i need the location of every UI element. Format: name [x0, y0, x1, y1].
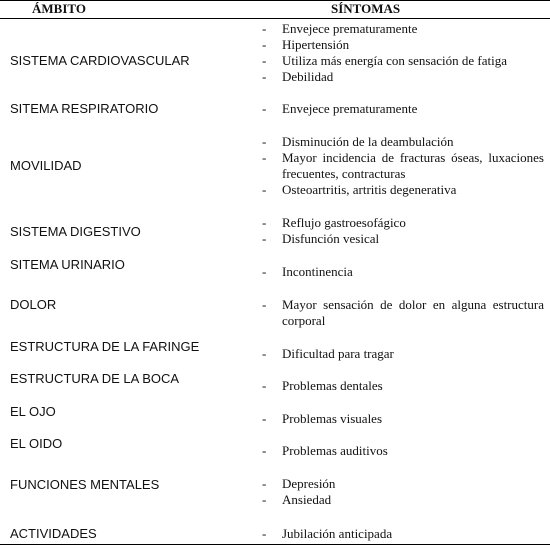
list-item — [262, 378, 544, 394]
bullet-dash: - — [262, 21, 267, 36]
row-ambito: EL OJO — [10, 404, 56, 419]
bullet-dash: - — [262, 37, 267, 52]
list-item — [262, 21, 544, 37]
bullet-dash: - — [262, 492, 267, 507]
symptom-text: Depresión — [282, 476, 336, 491]
list-item — [262, 443, 544, 459]
bullet-dash: - — [262, 378, 267, 393]
row-ambito: EL OIDO — [10, 436, 63, 451]
bullet-dash: - — [262, 476, 267, 491]
bullet-dash: - — [262, 134, 267, 149]
row-ambito: MOVILIDAD — [10, 158, 82, 173]
bullet-dash: - — [262, 297, 267, 312]
symptom-text: Utiliza más energía con sensación de fatiga — [282, 53, 508, 68]
row-sintomas — [262, 526, 544, 542]
row-sintomas — [262, 101, 544, 117]
bullet-dash: - — [262, 443, 267, 458]
symptom-text: Jubilación anticipada — [282, 526, 393, 541]
bullet-dash: - — [262, 215, 267, 230]
list-item — [262, 69, 544, 85]
row-ambito: ESTRUCTURA DE LA FARINGE — [10, 339, 200, 354]
list-item — [262, 134, 544, 150]
row-sintomas — [262, 411, 544, 427]
header-rule — [0, 18, 550, 19]
list-item — [262, 411, 544, 427]
bullet-dash: - — [262, 411, 267, 426]
list-item — [262, 526, 544, 542]
row-sintomas — [262, 297, 544, 329]
header-ambito: ÁMBITO — [32, 1, 86, 16]
row-sintomas — [262, 264, 544, 280]
row-sintomas — [262, 476, 544, 508]
bullet-dash: - — [262, 53, 267, 68]
bullet-dash: - — [262, 182, 267, 197]
list-item — [262, 297, 544, 329]
bullet-dash: - — [262, 526, 267, 541]
symptom-text: Mayor sensación de dolor en alguna estructura corporal — [282, 297, 544, 328]
symptom-text: Reflujo gastroesofágico — [282, 215, 406, 230]
row-ambito: ESTRUCTURA DE LA BOCA — [10, 371, 180, 386]
row-sintomas — [262, 443, 544, 459]
row-sintomas — [262, 134, 544, 198]
symptom-text: Incontinencia — [282, 264, 353, 279]
row-ambito: SISTEMA DIGESTIVO — [10, 224, 141, 239]
bottom-rule — [0, 544, 550, 545]
list-item — [262, 53, 544, 69]
list-item — [262, 215, 544, 231]
symptom-text: Envejece prematuramente — [282, 101, 418, 116]
symptom-text: Dificultad para tragar — [282, 346, 394, 361]
list-item — [262, 476, 544, 492]
bullet-dash: - — [262, 101, 267, 116]
row-ambito: ACTIVIDADES — [10, 526, 97, 541]
list-item — [262, 492, 544, 508]
list-item — [262, 231, 544, 247]
list-item — [262, 346, 544, 362]
row-ambito: DOLOR — [10, 297, 57, 312]
symptom-text: Disminución de la deambulación — [282, 134, 454, 149]
symptom-text: Disfunción vesical — [282, 231, 380, 246]
symptom-text: Problemas visuales — [282, 411, 383, 426]
list-item — [262, 101, 544, 117]
row-ambito: SITEMA RESPIRATORIO — [10, 101, 159, 116]
row-sintomas — [262, 21, 544, 85]
row-ambito: FUNCIONES MENTALES — [10, 477, 160, 492]
row-sintomas — [262, 215, 544, 247]
list-item — [262, 264, 544, 280]
row-sintomas — [262, 346, 544, 362]
symptom-text: Ansiedad — [282, 492, 332, 507]
bullet-dash: - — [262, 264, 267, 279]
symptom-text: Osteoartritis, artritis degenerativa — [282, 182, 457, 197]
row-ambito: SISTEMA CARDIOVASCULAR — [10, 53, 190, 68]
header-sintomas: SÍNTOMAS — [331, 1, 401, 16]
list-item — [262, 150, 544, 182]
bullet-dash: - — [262, 69, 267, 84]
list-item — [262, 37, 544, 53]
symptom-text: Hipertensión — [282, 37, 350, 52]
symptom-text: Problemas dentales — [282, 378, 383, 393]
symptom-text: Envejece prematuramente — [282, 21, 418, 36]
bullet-dash: - — [262, 150, 267, 165]
symptom-text: Problemas auditivos — [282, 443, 388, 458]
row-sintomas — [262, 378, 544, 394]
symptom-text: Debilidad — [282, 69, 334, 84]
bullet-dash: - — [262, 231, 267, 246]
row-ambito: SITEMA URINARIO — [10, 257, 125, 272]
list-item — [262, 182, 544, 198]
bullet-dash: - — [262, 346, 267, 361]
symptom-text: Mayor incidencia de fracturas óseas, luxaciones frecuentes, contracturas — [282, 150, 544, 181]
